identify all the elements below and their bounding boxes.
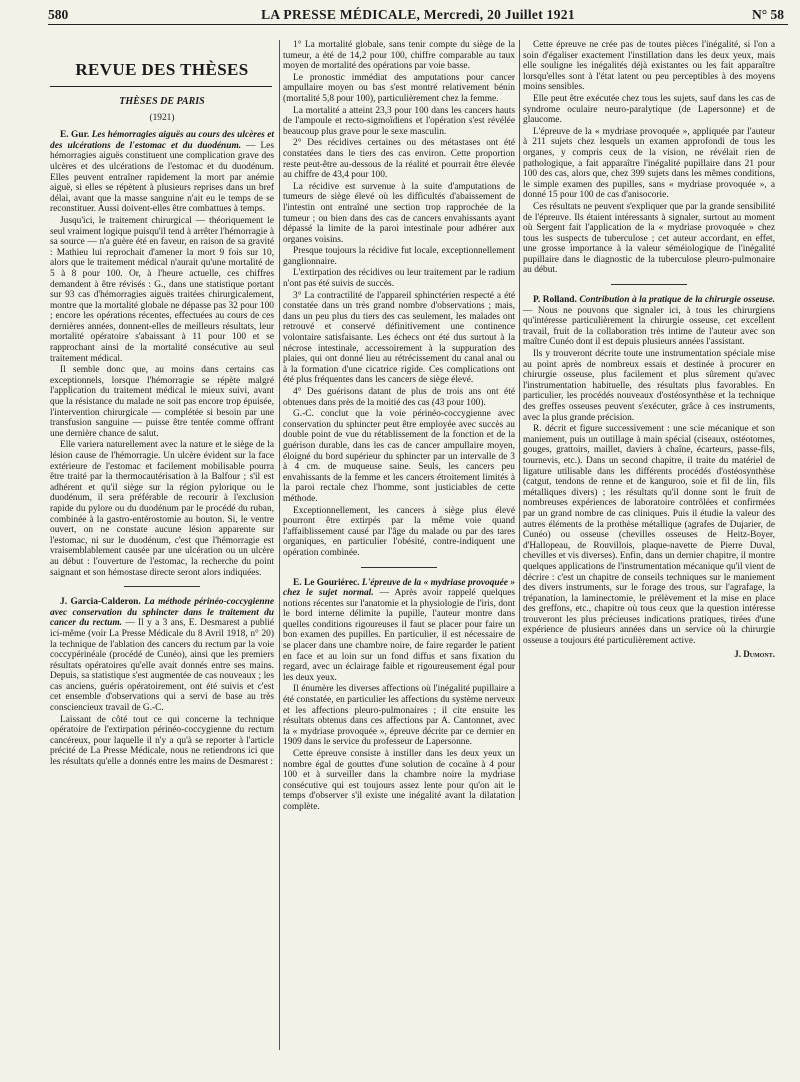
review-separator — [361, 567, 437, 568]
issue-number: N° 58 — [751, 7, 784, 22]
review-title: L'épreuve de la « mydriase provoquée » chez le sujet normal. — [283, 577, 516, 599]
review-author: E. Le Gouriérec. — [293, 577, 360, 588]
review-paragraph: Il énumère les diverses affections où l'inégalité pupillaire a été constatée, en particulier les affections du système nerveux et les affections pleuro-pulmonaires ; il cite ensuite les résultats obtenus dans ces affections par A. Cantonnet, avec la « mydriase provoquée », épreuve décrite par ce dernier en 1909 dans le service du professeur de Lapersonne. — [283, 684, 515, 748]
review-paragraph: Il semble donc que, au moins dans certains cas exceptionnels, lorsque l'hémorragie se répète malgré l'application du traitement médical le mieux suivi, avant que la résistance du malade ne soit pas encore trop épuisée, l'intervention chirurgicale — complétée si besoin par une transfusion sanguine — puisse être tentée comme offrant une dernière chance de salut. — [50, 365, 274, 439]
review-paragraph: La récidive est survenue à la suite d'amputations de tumeurs de siège élevé où les difficultés d'abaissement de l'intestin ont entraîné une section trop rapprochée de la tumeur ; ou bien dans des cas de cancers envahissants ayant dépassé la limite de la paroi intestinale pour adhérer aux organes voisins. — [283, 181, 515, 245]
review-author: J. Garcia-Calderon. — [60, 597, 141, 608]
review-title: Les hémorragies aiguës au cours des ulcères et des ulcérations de l'estomac et du duodénum. — [50, 130, 275, 151]
review-legourierec-intro — [283, 578, 515, 684]
review-paragraph: L'épreuve de la « mydriase provoquée », appliquée par l'auteur à 211 sujets chez lesquels un examen approfondi de tous les organes, y compris ceux de la vision, ne révélait rien de pathologique, a fait apparaître l'inégalité pupillaire dans 21 pour 100 des cas, alors que, chez 399 sujets dans les mêmes conditions, le simple examen des pupilles, sans « mydriase provoquée », a donné 15 pour 100 de cas d'anisocorie. — [523, 126, 775, 201]
review-signature — [523, 649, 775, 660]
section-year: (1921) — [149, 112, 175, 123]
journal-title: LA PRESSE MÉDICALE, Mercredi, 20 Juillet 1921 — [261, 7, 575, 22]
review-separator — [124, 586, 200, 587]
review-paragraph: — Les hémorragies aiguës constituent une complication grave des ulcères et des ulcérations de l'estomac et du duodénum. Elles peuvent entraîner rapidement la mort par anémie aiguë, si elles se répètent à plusieurs reprises dans un bref délai, avant que la masse sanguine n'ait eu le temps de se reconstituer. Aussi doivent-elles être combattues à temps. — [50, 140, 274, 215]
review-separator — [611, 284, 687, 285]
review-paragraph: Cette épreuve consiste à instiller dans les deux yeux un nombre égal de gouttes d'une solution de cocaïne à 4 pour 100 et à surveiller dans la chambre noire la mydriase consécutive qui est toujours assez lente pour qu'on ait le temps d'observer s'il existe une inégalité avant la dilatation complète. — [283, 749, 515, 812]
review-garcia-intro — [50, 597, 274, 714]
review-paragraph: Ils y trouveront décrite toute une instrumentation spéciale mise au point après de nombreux essais et destinée à procurer en chirurgie osseuse, plus facilement et plus sûrement qu'avec l'instrumentation habituelle, des résultats plus favorables. En particulier, les procédés nouveaux d'ostéosynthèse et la technique des greffes osseuses peuvent s'exécuter, grâce à ces instruments, avec la plus grande précision. — [523, 349, 775, 423]
review-paragraph: 1° La mortalité globale, sans tenir compte du siège de la tumeur, a été de 14,2 pour 100, chiffre comparable au taux moyen de mortalité des opérations par voie basse. — [283, 40, 515, 72]
review-paragraph: G.-C. conclut que la voie périnéo-coccygienne avec conservation du sphincter peut être employée avec succès au double point de vue du rétablissement de la fonction et de la guérison durable, dans les cas de cancer ampullaire moyen, éloigné du bord supérieur du sphincter par un intervalle de 3 à 4 cm. de muqueuse saine. Seuls, les cancers peu envahissants de la femme et les cancers étroitement limités à la paroi rectale chez l'homme, sont justiciables de cette méthode. — [283, 409, 515, 504]
section-subtitle: THÈSES DE PARIS — [119, 96, 205, 107]
review-paragraph: Exceptionnellement, les cancers à siège plus élevé pourront être extirpés par la même voie quand l'affaiblissement causé par l'âge du malade ou par des tares organiques, en particulier l'obésité, contre-indiquent une opération combinée. — [283, 505, 515, 558]
review-paragraph: R. décrit et figure successivement : une scie mécanique et son maniement, puis un outillage à main spécial (ciseaux, ostéotomes, gouges, grattoirs, maillet, daviers à chaîne, écarteurs, passe-fils, tournevis, etc.). Dans un second chapitre, il traite du matériel de ligature utilisable dans les différents procédés d'ostéosynthèse (catgut, tendons de renne et de kanguroo, soie et fil de lin, fils métalliques divers) ; les résultats qu'il donne sont le fruit de nombreuses expériences de laboratoire contrôlées et confirmées par un grand nombre de cas cliniques. Puis il étudie la valeur des autres éléments de la prothèse métallique (agrafes de Dujarier, de Cunéo) ou osseuse (chevilles osseuses de Heitz-Boyer, d'Hallopeau, de Rouvillois, plaque-navette de Pierre Duval, chevilles et vis diverses). Enfin, dans un dernier chapitre, il montre quelques applications de l'instrumentation mécanique qu'il vient de décrire : c'est un chapitre de conseils techniques sur le maniement des divers instruments, sur le forage des trous, sur l'agrafage, la trépanation, la laminectomie, le prélèvement et la mise en place des greffons, etc., chapitre où tous ceux que la question intéresse trouveront les plus précieuses indications pratiques, tirées d'une expérience de plusieurs années dans un service où la chirurgie osseuse a toujours été particulièrement active. — [523, 424, 775, 647]
review-gur-intro — [50, 130, 274, 215]
review-paragraph: L'extirpation des récidives ou leur traitement par le radium n'ont pas été suivis de succès. — [283, 268, 515, 290]
column-divider — [279, 40, 280, 1050]
signature-text: J. Dumont. — [734, 648, 775, 659]
review-paragraph: La mortalité a atteint 23,3 pour 100 dans les cancers hauts de l'ampoule et recto-sigmoïdiens et l'opération s'est révélée beaucoup plus grave pour le sexe masculin. — [283, 105, 515, 137]
review-paragraph: 3° La contractilité de l'appareil sphinctérien respecté a été constatée dans un très grand nombre d'observations ; mais, dans un peu plus du tiers des cas seulement, les malades ont retrouvé et conservé définitivement une continence volontaire satisfaisante. Les échecs ont été dus surtout à la nécrose intestinale, accessoirement à la suppuration des plaies, qui ont donné lieu au rétrécissement du canal anal ou à la formation d'une cicatrice rigide. Ces complications ont été plus fréquentes dans les cancers de siège élevé. — [283, 290, 515, 386]
page-header — [48, 6, 788, 25]
column-3 — [523, 40, 775, 659]
review-paragraph: Jusqu'ici, le traitement chirurgical — théoriquement le seul vraiment logique puisqu'il tend à arrêter l'hémorragie à sa source — n'a guère été en faveur, en raison de sa gravité : Mathieu lui reprochait d'amener la mort 9 fois sur 10, alors que le traitement médical n'aurait qu'une mortalité de 5 à 8 pour 100. Or, à l'heure actuelle, ces chiffres demandent à être révisés : G., dans une statistique portant sur 93 cas d'hémorragies aiguës traitées chirurgicalement, montre que la mortalité globale ne dépasse pas 32 pour 100 ; encore les opérations récentes, effectuées au cours de ces dernières années, donnent-elles de meilleurs résultats, leur mortalité opératoire s'abaissant à 11 pour 100 et se rapprochant ainsi de la mortalité consécutive au seul traitement médical. — [50, 215, 274, 364]
column-1 — [50, 40, 274, 769]
review-paragraph: Ces résultats ne peuvent s'expliquer que par la grande sensibilité de l'épreuve. Ils étaient intéressants à signaler, surtout au moment où Sergent fait l'application de la « mydriase provoquée » chez tous les suspects de tuberculose ; cet auteur accordant, en effet, une grosse importance à la valeur séméiologique de l'inégalité pupillaire dans le diagnostic de la tuberculose pleuro-pulmonaire au début. — [523, 201, 775, 276]
review-paragraph: Cette épreuve ne crée pas de toutes pièces l'inégalité, si l'on a soin d'égaliser exactement l'instillation dans les deux yeux, mais elle souligne les inégalités déjà existantes ou les fait apparaître lorsqu'elles sont à l'état latent ou peu perceptibles à des moyens moins sensibles. — [523, 40, 775, 93]
review-paragraph: — Après avoir rappelé quelques notions récentes sur l'anatomie et la physiologie de l'iris, dont le bord interne délimite la pupille, l'auteur montre dans quelles conditions rigoureuses il faut se placer pour faire un bon examen des pupilles. En particulier, il est nécessaire de se placer dans une chambre noire, de faire regarder le patient en face et au loin sur un fond diffus et sans fixation du regard, avec un éclairage faible et rigoureusement égal pour les deux yeux. — [283, 588, 516, 683]
column-divider — [519, 40, 520, 800]
review-paragraph: Presque toujours la récidive fut locale, exceptionnellement ganglionnaire. — [283, 246, 515, 267]
section-title-rule — [50, 86, 272, 87]
review-paragraph: 4° Des guérisons datant de plus de trois ans ont été obtenues dans près de la moitié des cas (43 pour 100). — [283, 387, 515, 408]
review-paragraph: Laissant de côté tout ce qui concerne la technique opératoire de l'extirpation périnéo-coccygienne du rectum cancéreux, pour laquelle il n'y a qu'à se reporter à l'article précité de La Presse Médicale, nous ne retiendrons ici que les résultats qu'elle a donnés entre les mains de Desmarest : — [50, 714, 274, 768]
review-paragraph: — Nous ne pouvons que signaler ici, à tous les chirurgiens qu'intéresse particulièrement la chirurgie osseuse, cet excellent travail, fruit de la collaboration très intime de l'auteur avec son maître Cunéo dont il est depuis plusieurs années l'assistant. — [523, 305, 775, 348]
column-2 — [283, 40, 515, 814]
review-paragraph: Elle peut être exécutée chez tous les sujets, sauf dans les cas de syndrome oculaire neuro-paralytique (de Lapersonne) et de glaucome. — [523, 93, 775, 126]
review-rolland-intro — [523, 295, 775, 348]
section-title: REVUE DES THÈSES — [75, 60, 249, 79]
page-number: 580 — [48, 7, 69, 22]
review-paragraph: — Il y a 3 ans, E. Desmarest a publié ici-même (voir La Presse Médicale du 8 Avril 1918, n° 20) la technique de l'ablation des cancers du rectum par la voie coccypérinéale (procédé de Cunéo), ainsi que les premiers résultats opératoires qu'elle avait donnés entre ses mains. Depuis, sa statistique s'est augmentée de cas nouveaux ; les cas anciens, guéris opératoirement, ont été suivis et c'est cet ensemble d'observations qui a servi de base au très consciencieux travail de G.-C. — [50, 618, 274, 714]
review-author: P. Rolland. — [533, 295, 577, 306]
review-author: E. Gur. — [60, 130, 90, 141]
review-title: La méthode périnéo-coccygienne avec conservation du sphincter dans le traitement du cancer du rectum. — [50, 597, 274, 629]
review-paragraph: Le pronostic immédiat des amputations pour cancer ampullaire moyen ou bas s'est montré relativement bénin (mortalité 5,8 pour 100), particulièrement chez la femme. — [283, 72, 515, 104]
review-paragraph: 2° Des récidives certaines ou des métastases ont été constatées dans le tiers des cas environ. Cette proportion reste peut-être au-dessous de la réalité et pourrait être élevée au chiffre de 43,4 pour 100. — [283, 138, 515, 181]
review-title: Contribution à la pratique de la chirurgie osseuse. — [579, 295, 775, 306]
review-paragraph: Elle variera naturellement avec la nature et le siège de la lésion cause de l'hémorragie. Un ulcère évident sur la face extérieure de l'estomac et facilement mobilisable pourra être traité par la thermocautérisation à la Balfour ; s'il est adhérent et qu'il siège sur la région pylorique ou le duodénum, il sera préférable de recourir à l'exclusion rapide du pylore ou du duodénum par le procédé du ruban, combinée à la gastro-entérostomie au bouton. Si, le ventre ouvert, on ne constate aucune lésion apparente sur l'estomac, ni sur le duodénum, c'est que l'hémorragie est vraisemblablement causée par une ulcération ou un ulcère au début : l'ouverture de l'estomac, la recherche du point saignant et son hémostase directe seront alors indiquées. — [50, 440, 274, 578]
